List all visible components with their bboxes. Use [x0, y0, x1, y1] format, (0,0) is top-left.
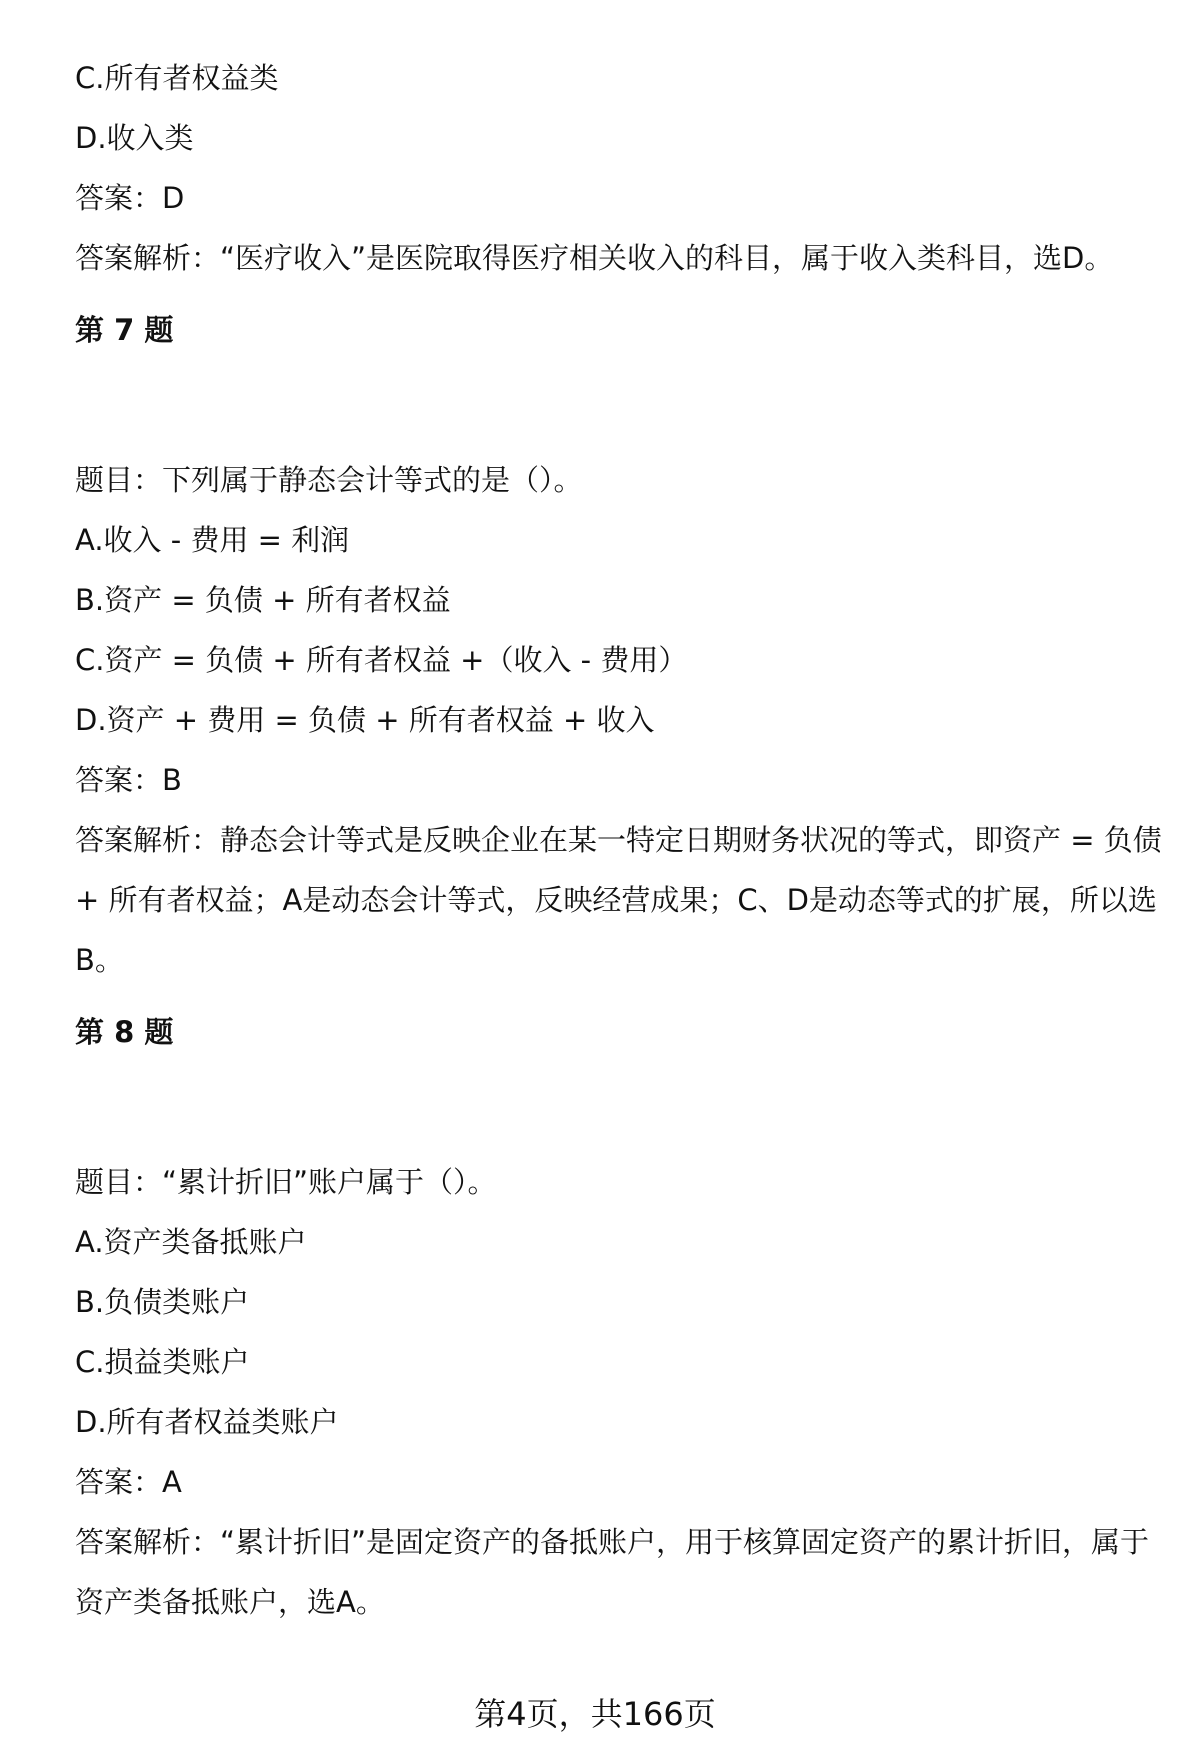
option-c: C.损益类账户	[75, 1345, 250, 1379]
answer: 答案：A	[75, 1465, 182, 1499]
option-d: D.所有者权益类账户	[75, 1405, 339, 1439]
option-a: A.资产类备抵账户	[75, 1225, 307, 1259]
question-heading: 第 8 题	[75, 1015, 174, 1049]
answer: 答案：D	[75, 181, 185, 215]
question-heading: 第 7 题	[75, 313, 174, 347]
document-page	[75, 48, 1175, 1632]
answer-explanation: 答案解析：“累计折旧”是固定资产的备抵账户，用于核算固定资产的累计折旧，属于资产类备抵账户，选A。	[75, 1525, 1150, 1619]
answer-explanation: 答案解析：“医疗收入”是医院取得医疗相关收入的科目，属于收入类科目，选D。	[75, 241, 1114, 275]
option-c: C.资产 = 负债 + 所有者权益 +（收入 - 费用）	[75, 643, 688, 677]
answer-explanation: 答案解析：静态会计等式是反映企业在某一特定日期财务状况的等式，即资产 = 负债 + 所有者权益；A是动态会计等式，反映经营成果；C、D是动态等式的扩展，所以选B。	[75, 823, 1162, 977]
page-number: 第4页，共166页	[474, 1695, 716, 1733]
option-b: B.资产 = 负债 + 所有者权益	[75, 583, 451, 617]
question-text: 题目：下列属于静态会计等式的是（）。	[75, 463, 583, 497]
option-a: A.收入 - 费用 = 利润	[75, 523, 350, 557]
option-d: D.收入类	[75, 121, 194, 155]
question-text: 题目：“累计折旧”账户属于（）。	[75, 1165, 497, 1199]
option-c: C.所有者权益类	[75, 61, 279, 95]
answer: 答案：B	[75, 763, 182, 797]
option-d: D.资产 + 费用 = 负债 + 所有者权益 + 收入	[75, 703, 655, 737]
option-b: B.负债类账户	[75, 1285, 250, 1319]
